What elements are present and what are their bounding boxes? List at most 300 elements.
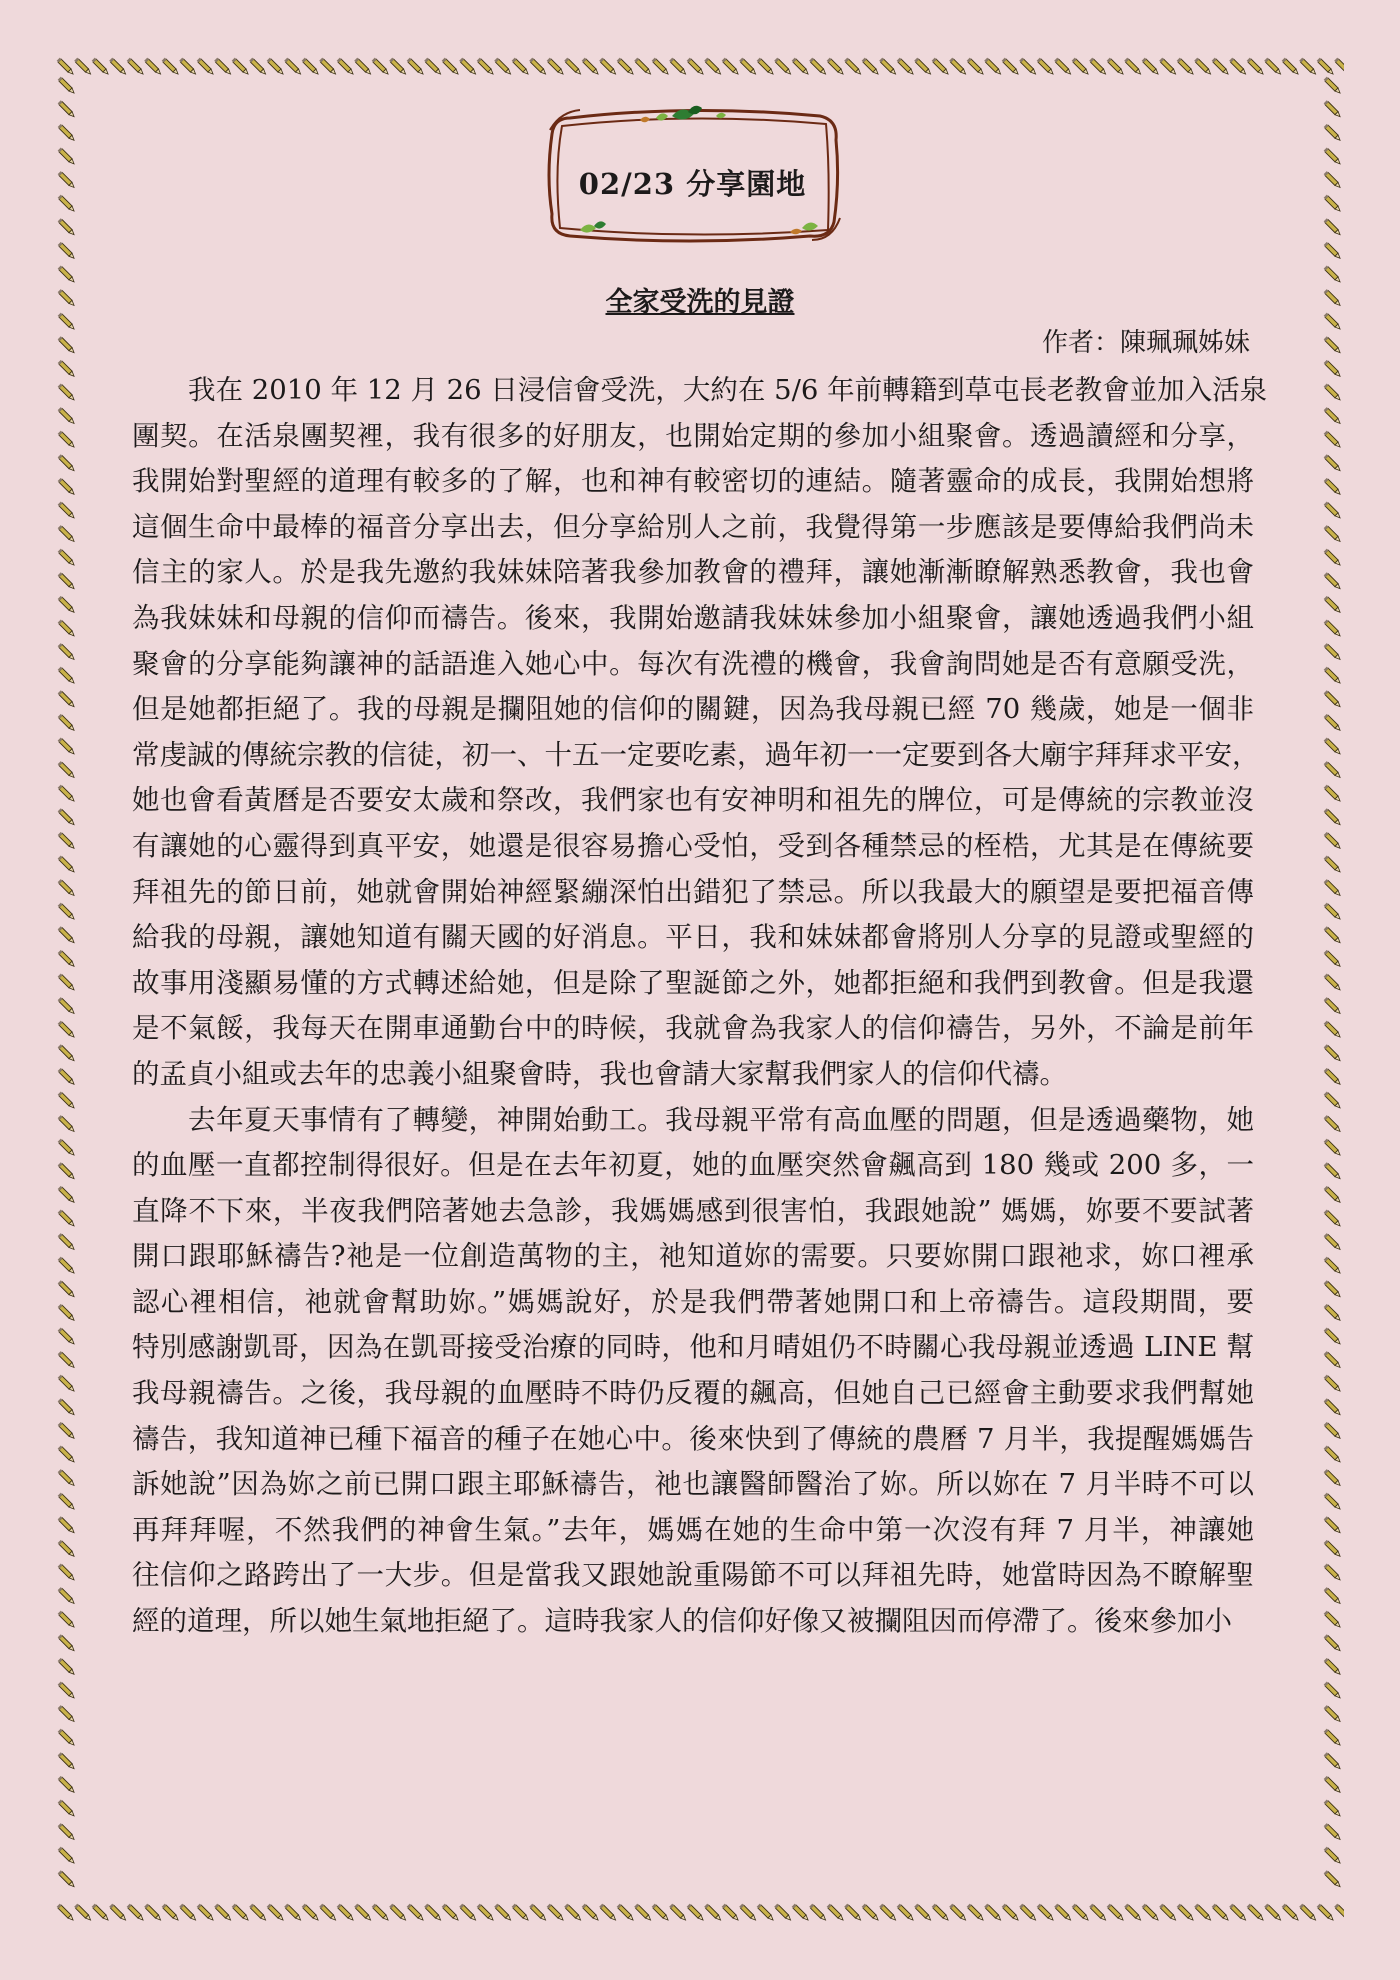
pencil-icon: [599, 58, 617, 76]
pencil-icon: [722, 58, 740, 76]
pencil-icon: [1324, 1705, 1342, 1723]
pencil-icon: [1324, 454, 1342, 472]
pencil-icon: [1324, 1422, 1342, 1440]
paragraph-line: 我母親禱告。之後，我母親的血壓時不時仍反覆的飆高，但她自己已經會主動要求我們幫她: [132, 1377, 1254, 1410]
pencil-icon: [58, 1634, 76, 1652]
pencil-icon: [249, 58, 267, 76]
pencil-icon: [1324, 478, 1342, 496]
paragraph-line: 有讓她的心靈得到真平安，她還是很容易擔心受怕，受到各種禁忌的桎梏，尤其是在傳統要: [132, 829, 1254, 862]
pencil-icon: [1324, 761, 1342, 779]
pencil-icon: [442, 58, 460, 76]
pencil-icon: [1299, 58, 1317, 76]
pencil-icon: [1324, 501, 1342, 519]
pencil-icon: [1282, 1904, 1300, 1922]
pencil-icon: [1324, 1847, 1342, 1865]
pencil-icon: [862, 1904, 880, 1922]
pencil-icon: [932, 58, 950, 76]
pencil-icon: [879, 1904, 897, 1922]
pencil-icon: [1324, 1540, 1342, 1558]
pencil-icon: [1324, 737, 1342, 755]
pencil-icon: [58, 973, 76, 991]
article-title: 全家受洗的見證: [605, 287, 795, 318]
paragraph-line: 再拜拜喔，不然我們的神會生氣。”去年，媽媽在她的生命中第一次沒有拜 7 月半，神讓她: [132, 1513, 1254, 1546]
pencil-icon: [389, 1904, 407, 1922]
pencil-icon: [1324, 218, 1342, 236]
pencil-icon: [1324, 1375, 1342, 1393]
pencil-icon: [1002, 58, 1020, 76]
pencil-icon: [58, 1658, 76, 1676]
pencil-icon: [1324, 1280, 1342, 1298]
pencil-icon: [1324, 1493, 1342, 1511]
pencil-icon: [1324, 100, 1342, 118]
pencil-icon: [879, 58, 897, 76]
article-paragraph: [132, 368, 1268, 1098]
pencil-icon: [127, 58, 145, 76]
pencil-icon: [1194, 58, 1212, 76]
pencil-icon: [372, 58, 390, 76]
pencil-icon: [1324, 1044, 1342, 1062]
pencil-icon: [58, 77, 76, 95]
pencil-icon: [617, 1904, 635, 1922]
pencil-border-left: [56, 56, 78, 1924]
pencil-icon: [1324, 997, 1342, 1015]
pencil-icon: [792, 58, 810, 76]
pencil-icon: [582, 1904, 600, 1922]
pencil-icon: [512, 1904, 530, 1922]
pencil-icon: [58, 1021, 76, 1039]
pencil-icon: [58, 1752, 76, 1770]
pencil-icon: [58, 596, 76, 614]
pencil-icon: [58, 1611, 76, 1629]
paragraph-line: 認心裡相信，祂就會幫助妳。”媽媽說好，於是我們帶著她開口和上帝禱告。這段期間，要: [132, 1285, 1254, 1318]
pencil-icon: [1324, 525, 1342, 543]
pencil-icon: [109, 58, 127, 76]
pencil-icon: [1107, 1904, 1125, 1922]
pencil-icon: [1019, 1904, 1037, 1922]
pencil-icon: [1324, 596, 1342, 614]
pencil-icon: [1037, 1904, 1055, 1922]
paragraph-line: 禱告，我知道神已種下福音的種子在她心中。後來快到了傳統的農曆 7 月半，我提醒媽媽告: [132, 1422, 1254, 1455]
pencil-icon: [58, 1445, 76, 1463]
pencil-icon: [58, 100, 76, 118]
pencil-icon: [547, 58, 565, 76]
pencil-icon: [687, 58, 705, 76]
pencil-icon: [58, 1823, 76, 1841]
pencil-icon: [652, 58, 670, 76]
pencil-icon: [162, 1904, 180, 1922]
pencil-icon: [1324, 1139, 1342, 1157]
pencil-icon: [58, 360, 76, 378]
pencil-icon: [319, 58, 337, 76]
pencil-icon: [58, 407, 76, 425]
pencil-icon: [1324, 879, 1342, 897]
pencil-icon: [932, 1904, 950, 1922]
pencil-icon: [92, 1904, 110, 1922]
pencil-icon: [284, 1904, 302, 1922]
pencil-icon: [1324, 903, 1342, 921]
pencil-icon: [1089, 1904, 1107, 1922]
pencil-icon: [1037, 58, 1055, 76]
article-body: [132, 368, 1268, 1645]
pencil-icon: [58, 1186, 76, 1204]
pencil-icon: [58, 1139, 76, 1157]
pencil-icon: [739, 1904, 757, 1922]
pencil-icon: [547, 1904, 565, 1922]
pencil-icon: [1324, 855, 1342, 873]
pencil-icon: [459, 58, 477, 76]
pencil-icon: [58, 1705, 76, 1723]
pencil-icon: [424, 58, 442, 76]
pencil-icon: [58, 761, 76, 779]
pencil-icon: [1282, 58, 1300, 76]
pencil-icon: [232, 58, 250, 76]
pencil-icon: [1264, 58, 1282, 76]
pencil-icon: [302, 1904, 320, 1922]
pencil-icon: [704, 1904, 722, 1922]
pencil-icon: [302, 58, 320, 76]
pencil-icon: [1324, 1658, 1342, 1676]
pencil-icon: [1324, 1870, 1342, 1888]
pencil-icon: [179, 1904, 197, 1922]
pencil-icon: [1324, 1351, 1342, 1369]
pencil-icon: [92, 58, 110, 76]
pencil-icon: [827, 1904, 845, 1922]
pencil-icon: [862, 58, 880, 76]
pencil-icon: [58, 1681, 76, 1699]
paragraph-line: 但是她都拒絕了。我的母親是攔阻她的信仰的關鍵，因為我母親已經 70 幾歲，她是一個非: [132, 693, 1254, 726]
pencil-icon: [1264, 1904, 1282, 1922]
pencil-icon: [58, 690, 76, 708]
pencil-icon: [634, 1904, 652, 1922]
page-title: 02/23 分享園地: [578, 167, 807, 201]
pencil-icon: [58, 997, 76, 1015]
pencil-icon: [1324, 926, 1342, 944]
pencil-icon: [1159, 58, 1177, 76]
pencil-icon: [1324, 1563, 1342, 1581]
pencil-icon: [757, 58, 775, 76]
pencil-icon: [774, 1904, 792, 1922]
pencil-icon: [58, 1398, 76, 1416]
pencil-icon: [1324, 1776, 1342, 1794]
pencil-icon: [1324, 1799, 1342, 1817]
pencil-icon: [58, 1044, 76, 1062]
pencil-icon: [58, 1422, 76, 1440]
pencil-icon: [1324, 147, 1342, 165]
pencil-icon: [58, 1469, 76, 1487]
paragraph-line: 訴她說”因為妳之前已開口跟主耶穌禱告，祂也讓醫師醫治了妳。所以妳在 7 月半時不可以: [132, 1468, 1254, 1501]
pencil-icon: [58, 714, 76, 732]
pencil-icon: [372, 1904, 390, 1922]
paragraph-line: 的孟貞小組或去年的忠義小組聚會時，我也會請大家幫我們家人的信仰代禱。: [132, 1057, 1067, 1090]
pencil-icon: [267, 58, 285, 76]
pencil-icon: [1324, 808, 1342, 826]
pencil-icon: [58, 1091, 76, 1109]
paragraph-line: 我開始對聖經的道理有較多的了解，也和神有較密切的連結。隨著靈命的成長，我開始想將: [132, 465, 1254, 498]
paragraph-line: 直降不下來，半夜我們陪著她去急診，我媽媽感到很害怕，我跟她說” 媽媽，妳要不要試著: [132, 1194, 1254, 1227]
pencil-icon: [58, 855, 76, 873]
pencil-icon: [214, 1904, 232, 1922]
pencil-icon: [442, 1904, 460, 1922]
pencil-icon: [809, 58, 827, 76]
pencil-icon: [1177, 58, 1195, 76]
pencil-border-right: [1322, 56, 1344, 1924]
pencil-icon: [1212, 1904, 1230, 1922]
pencil-icon: [1324, 1304, 1342, 1322]
pencil-icon: [949, 58, 967, 76]
pencil-icon: [58, 478, 76, 496]
pencil-icon: [58, 1847, 76, 1865]
paragraph-line: 為我妹妹和母親的信仰而禱告。後來，我開始邀請我妹妹參加小組聚會，讓她透過我們小組: [132, 601, 1254, 634]
pencil-icon: [58, 147, 76, 165]
paragraph-line: 信主的家人。於是我先邀約我妹妹陪著我參加教會的禮拜，讓她漸漸瞭解熟悉教會，我也會: [132, 556, 1254, 589]
pencil-icon: [774, 58, 792, 76]
pencil-icon: [58, 336, 76, 354]
pencil-icon: [58, 926, 76, 944]
pencil-icon: [897, 58, 915, 76]
pencil-icon: [58, 501, 76, 519]
pencil-icon: [984, 1904, 1002, 1922]
pencil-icon: [58, 1799, 76, 1817]
pencil-icon: [1002, 1904, 1020, 1922]
pencil-icon: [687, 1904, 705, 1922]
paragraph-line: 給我的母親，讓她知道有關天國的好消息。平日，我和妹妹都會將別人分享的見證或聖經的: [132, 921, 1254, 954]
pencil-icon: [494, 1904, 512, 1922]
pencil-icon: [407, 1904, 425, 1922]
paragraph-line: 經的道理，所以她生氣地拒絕了。這時我家人的信仰好像又被攔阻因而停滯了。後來參加小: [132, 1605, 1232, 1638]
pencil-icon: [58, 1516, 76, 1534]
pencil-icon: [1324, 77, 1342, 95]
pencil-icon: [1324, 950, 1342, 968]
pencil-icon: [984, 58, 1002, 76]
pencil-icon: [1054, 58, 1072, 76]
pencil-icon: [58, 903, 76, 921]
pencil-icon: [669, 58, 687, 76]
pencil-icon: [58, 832, 76, 850]
pencil-icon: [58, 171, 76, 189]
pencil-icon: [58, 1375, 76, 1393]
pencil-icon: [58, 1280, 76, 1298]
pencil-icon: [652, 1904, 670, 1922]
pencil-icon: [529, 58, 547, 76]
pencil-icon: [337, 1904, 355, 1922]
pencil-icon: [914, 1904, 932, 1922]
pencil-icon: [1124, 1904, 1142, 1922]
pencil-icon: [1124, 58, 1142, 76]
pencil-icon: [58, 218, 76, 236]
pencil-icon: [58, 1351, 76, 1369]
paragraph-line: 開口跟耶穌禱告?祂是一位創造萬物的主，祂知道妳的需要。只要妳開口跟祂求，妳口裡承: [132, 1240, 1254, 1273]
pencil-icon: [949, 1904, 967, 1922]
pencil-icon: [1324, 1587, 1342, 1605]
paragraph-line: 我在 2010 年 12 月 26 日浸信會受洗，大約在 5/6 年前轉籍到草屯長老教會並加入活泉: [188, 374, 1268, 406]
pencil-icon: [127, 1904, 145, 1922]
pencil-icon: [1054, 1904, 1072, 1922]
pencil-icon: [162, 58, 180, 76]
pencil-icon: [58, 1257, 76, 1275]
pencil-icon: [1324, 1021, 1342, 1039]
pencil-icon: [792, 1904, 810, 1922]
pencil-icon: [459, 1904, 477, 1922]
pencil-icon: [739, 58, 757, 76]
pencil-icon: [599, 1904, 617, 1922]
pencil-icon: [58, 572, 76, 590]
pencil-icon: [319, 1904, 337, 1922]
pencil-icon: [1142, 58, 1160, 76]
pencil-icon: [1324, 171, 1342, 189]
pencil-icon: [1324, 1115, 1342, 1133]
pencil-icon: [1324, 1752, 1342, 1770]
pencil-icon: [897, 1904, 915, 1922]
pencil-icon: [1072, 58, 1090, 76]
pencil-icon: [58, 1115, 76, 1133]
pencil-icon: [1324, 1257, 1342, 1275]
pencil-icon: [1324, 195, 1342, 213]
pencil-border-bottom: [56, 1902, 1344, 1924]
pencil-icon: [407, 58, 425, 76]
pencil-icon: [58, 549, 76, 567]
title-frame: [540, 100, 845, 248]
paragraph-line: 常虔誠的傳統宗教的信徒，初一、十五一定要吃素，過年初一一定要到各大廟宇拜拜求平安，: [132, 738, 1260, 771]
pencil-icon: [58, 1540, 76, 1558]
pencil-icon: [1324, 242, 1342, 260]
pencil-icon: [1324, 1611, 1342, 1629]
pencil-icon: [144, 58, 162, 76]
pencil-icon: [1194, 1904, 1212, 1922]
pencil-icon: [1324, 431, 1342, 449]
pencil-icon: [1324, 336, 1342, 354]
pencil-icon: [564, 58, 582, 76]
pencil-icon: [58, 1233, 76, 1251]
pencil-icon: [1324, 1327, 1342, 1345]
paragraph-line: 這個生命中最棒的福音分享出去，但分享給別人之前，我覺得第一步應該是要傳給我們尚未: [132, 510, 1254, 543]
pencil-icon: [1324, 124, 1342, 142]
pencil-icon: [1107, 58, 1125, 76]
pencil-border-top: [56, 56, 1344, 78]
pencil-icon: [249, 1904, 267, 1922]
pencil-icon: [197, 58, 215, 76]
pencil-icon: [58, 525, 76, 543]
pencil-icon: [704, 58, 722, 76]
pencil-icon: [58, 383, 76, 401]
pencil-icon: [58, 454, 76, 472]
pencil-icon: [494, 58, 512, 76]
pencil-icon: [844, 1904, 862, 1922]
pencil-icon: [914, 58, 932, 76]
pencil-icon: [58, 195, 76, 213]
pencil-icon: [1324, 785, 1342, 803]
pencil-icon: [58, 1068, 76, 1086]
pencil-icon: [512, 58, 530, 76]
pencil-icon: [1247, 58, 1265, 76]
pencil-icon: [844, 58, 862, 76]
pencil-icon: [1072, 1904, 1090, 1922]
pencil-icon: [58, 1327, 76, 1345]
pencil-icon: [58, 785, 76, 803]
pencil-icon: [1324, 407, 1342, 425]
pencil-icon: [827, 58, 845, 76]
pencil-icon: [722, 1904, 740, 1922]
article-author: 作者：陳珮珮姊妹: [1041, 328, 1250, 358]
pencil-icon: [809, 1904, 827, 1922]
pencil-icon: [58, 1729, 76, 1747]
pencil-icon: [967, 58, 985, 76]
pencil-icon: [477, 1904, 495, 1922]
pencil-icon: [214, 58, 232, 76]
paragraph-line: 去年夏天事情有了轉變，神開始動工。我母親平常有高血壓的問題，但是透過藥物，她: [188, 1103, 1254, 1136]
pencil-icon: [1324, 832, 1342, 850]
pencil-icon: [1324, 1068, 1342, 1086]
pencil-icon: [389, 58, 407, 76]
pencil-icon: [232, 1904, 250, 1922]
article-paragraph: [132, 1098, 1254, 1645]
pencil-icon: [669, 1904, 687, 1922]
pencil-icon: [58, 1587, 76, 1605]
pencil-icon: [1324, 667, 1342, 685]
pencil-icon: [58, 1493, 76, 1511]
pencil-icon: [58, 124, 76, 142]
pencil-icon: [354, 58, 372, 76]
pencil-icon: [1324, 572, 1342, 590]
pencil-icon: [1089, 58, 1107, 76]
pencil-icon: [1324, 643, 1342, 661]
pencil-icon: [58, 879, 76, 897]
pencil-icon: [267, 1904, 285, 1922]
pencil-icon: [1324, 973, 1342, 991]
pencil-icon: [58, 1304, 76, 1322]
paragraph-line: 的血壓一直都控制得很好。但是在去年初夏，她的血壓突然會飆高到 180 幾或 200 多，一: [132, 1149, 1254, 1182]
pencil-icon: [58, 808, 76, 826]
pencil-icon: [58, 431, 76, 449]
paragraph-line: 聚會的分享能夠讓神的話語進入她心中。每次有洗禮的機會，我會詢問她是否有意願受洗，: [132, 647, 1254, 680]
pencil-icon: [58, 242, 76, 260]
pencil-icon: [1324, 1209, 1342, 1227]
pencil-icon: [1247, 1904, 1265, 1922]
pencil-icon: [1324, 1162, 1342, 1180]
pencil-icon: [1324, 690, 1342, 708]
pencil-icon: [1324, 714, 1342, 732]
paragraph-line: 拜祖先的節日前，她就會開始神經緊繃深怕出錯犯了禁忌。所以我最大的願望是要把福音傳: [132, 875, 1254, 908]
paragraph-line: 她也會看黃曆是否要安太歲和祭改，我們家也有安神明和祖先的牌位，可是傳統的宗教並沒: [132, 784, 1254, 817]
pencil-icon: [1324, 1445, 1342, 1463]
pencil-icon: [1324, 1729, 1342, 1747]
pencil-icon: [1177, 1904, 1195, 1922]
pencil-icon: [1324, 360, 1342, 378]
paragraph-line: 往信仰之路跨出了一大步。但是當我又跟她說重陽節不可以拜祖先時，她當時因為不瞭解聖: [132, 1559, 1254, 1592]
pencil-icon: [1019, 58, 1037, 76]
pencil-icon: [354, 1904, 372, 1922]
pencil-icon: [529, 1904, 547, 1922]
pencil-icon: [109, 1904, 127, 1922]
pencil-icon: [58, 1209, 76, 1227]
pencil-icon: [1324, 1823, 1342, 1841]
pencil-icon: [564, 1904, 582, 1922]
paragraph-line: 是不氣餒，我每天在開車通勤台中的時候，我就會為我家人的信仰禱告，另外，不論是前年: [132, 1012, 1254, 1045]
pencil-icon: [284, 58, 302, 76]
pencil-icon: [58, 619, 76, 637]
pencil-icon: [477, 58, 495, 76]
paragraph-line: 團契。在活泉團契裡，我有很多的好朋友，也開始定期的參加小組聚會。透過讀經和分享，: [132, 419, 1254, 452]
pencil-icon: [1324, 383, 1342, 401]
pencil-icon: [58, 667, 76, 685]
pencil-icon: [1324, 1516, 1342, 1534]
pencil-icon: [757, 1904, 775, 1922]
pencil-icon: [1324, 619, 1342, 637]
pencil-icon: [1229, 58, 1247, 76]
pencil-icon: [58, 1776, 76, 1794]
pencil-icon: [337, 58, 355, 76]
pencil-icon: [144, 1904, 162, 1922]
pencil-icon: [967, 1904, 985, 1922]
